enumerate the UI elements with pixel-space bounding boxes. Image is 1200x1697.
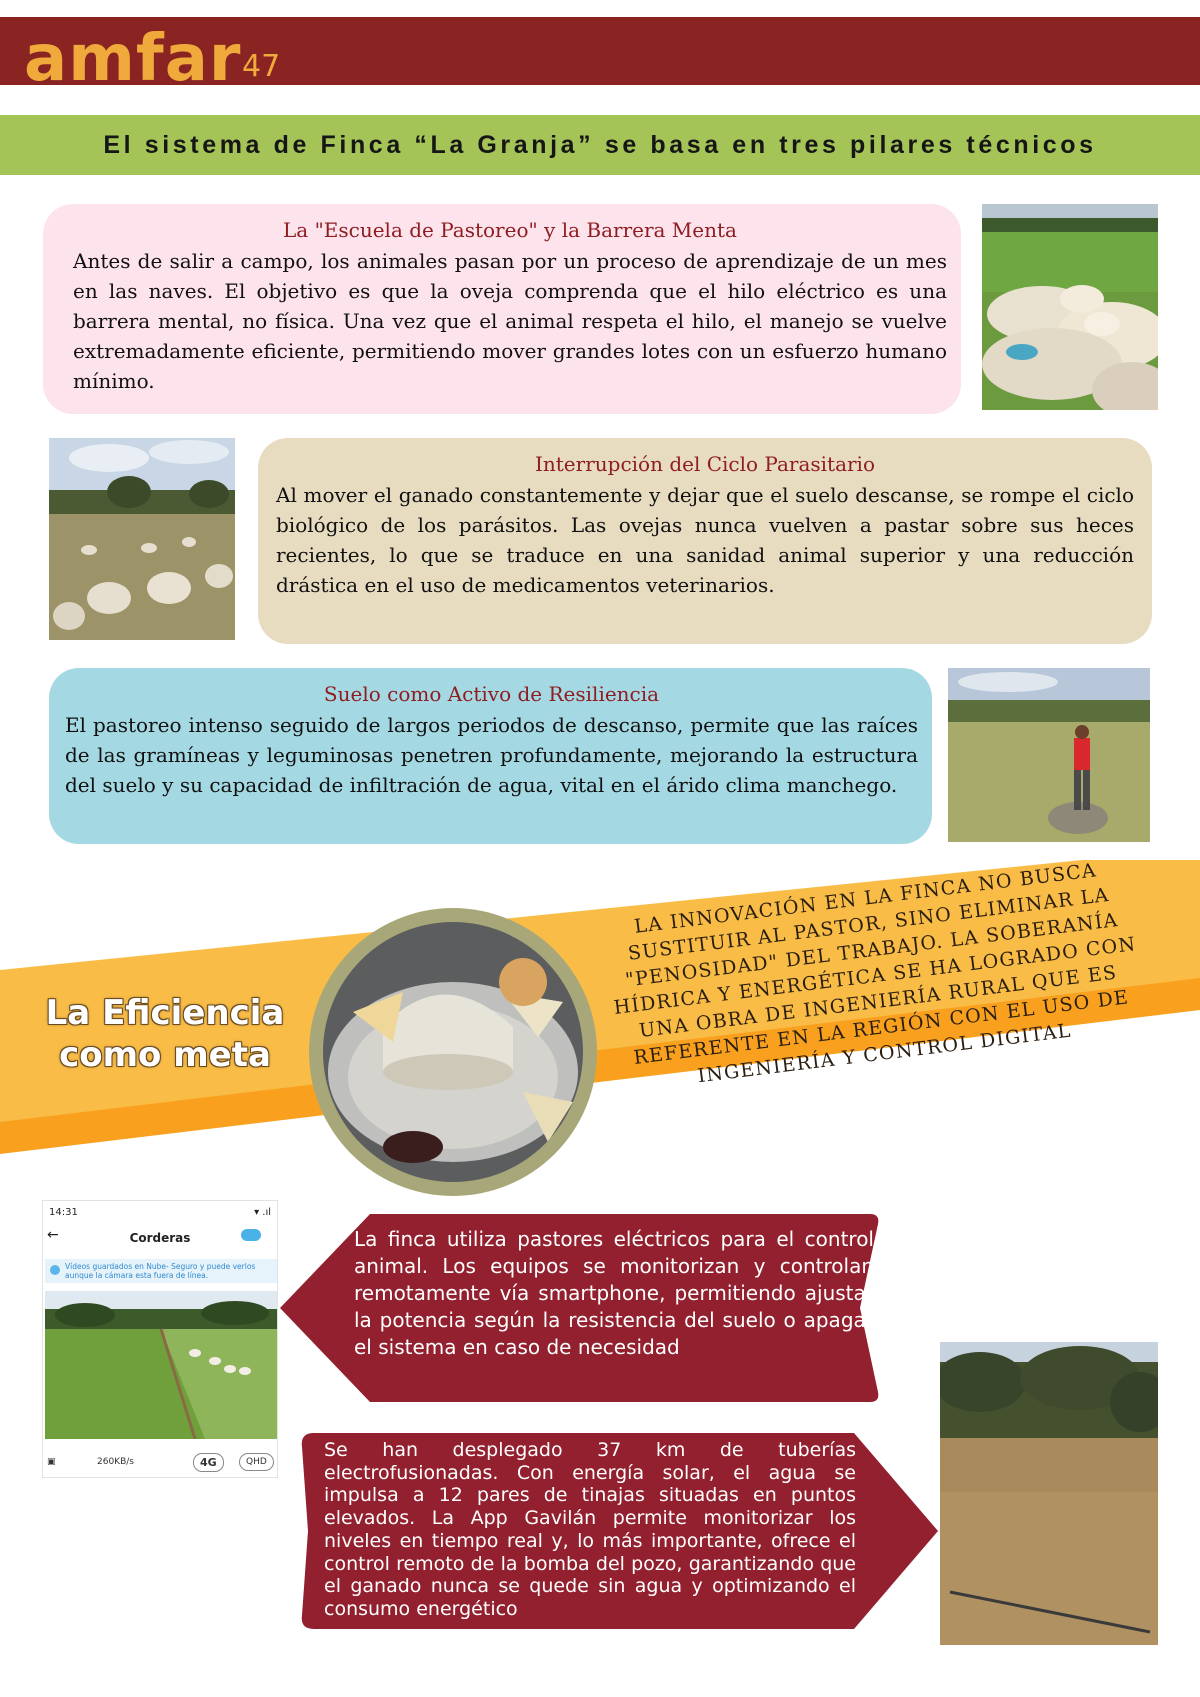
woman-in-field-photo	[948, 668, 1150, 842]
phone-cloud-notice: Vídeos guardados en Nube- Seguro y puede verlos aunque la cámara esta fuera de línea.	[45, 1259, 277, 1283]
phone-screenshot	[42, 1200, 278, 1478]
banner-text: LA INNOVACIÓN EN LA FINCA NO BUSCA SUSTITUIR AL PASTOR, SINO ELIMINAR LA "PENOSIDAD" DEL TRABAJO. LA SOBERANÍA HÍDRICA Y ENERGÉTICA SE HA LOGRADO CON UNA OBRA DE INGENIERÍA RURAL QUE ES REFERENTE EN LA REGIÓN CON EL USO DE INGENIERÍA Y CONTROL DIGITAL	[612, 859, 1138, 1088]
phone-speed: 260KB/s	[97, 1457, 134, 1467]
section-title: El sistema de Finca “La Granja” se basa en tres pilares técnicos	[103, 130, 1097, 159]
record-icon: ▣	[47, 1457, 56, 1467]
header-bar	[0, 17, 1200, 96]
section-title-bar	[0, 115, 1200, 175]
back-arrow-icon: ←	[47, 1227, 59, 1243]
cheese-photo-frame	[309, 908, 597, 1196]
water-system-info	[294, 1427, 938, 1635]
pillar-card-1	[43, 204, 961, 414]
pillar-title-1: La "Escuela de Pastoreo" y la Barrera Menta	[283, 218, 737, 242]
phone-camera-title: Corderas	[129, 1231, 191, 1245]
issue-number: 47	[242, 49, 281, 84]
efficiency-title-line-2: como meta	[59, 1035, 271, 1075]
pillar-body-1: Antes de salir a campo, los animales pasan por un proceso de aprendizaje de un mes en las naves. El objetivo es que la oveja comprenda que el hilo eléctrico es una barrera mental, no física. Una vez que el animal respeta el hilo, el manejo se vuelve extremadamente eficiente, permitiendo mover grandes lotes con un esfuerzo humano mínimo.	[73, 249, 947, 393]
pillar-body-2: Al mover el ganado constantemente y dejar que el suelo descanse, se rompe el ciclo biológico de los parásitos. Las ovejas nunca vuelven a pastar sobre sus heces recientes, lo que se traduce en una sanidad animal superior y una reducción drástica en el uso de medicamentos veterinarios.	[276, 483, 1134, 597]
pillar-body-3: El pastoreo intenso seguido de largos periodos de descanso, permite que las raíces de las gramíneas y leguminosas penetren profundamente, mejorando la estructura del suelo y su capacidad de infiltración de agua, vital en el árido clima manchego.	[65, 713, 918, 797]
efficiency-title-line-1: La Eficiencia	[45, 993, 285, 1033]
phone-quality: QHD	[239, 1453, 274, 1471]
pillar-card-3	[49, 668, 932, 844]
camera-feed-image	[45, 1291, 277, 1439]
cheese-photo	[323, 922, 583, 1182]
sheep-closeup-photo	[982, 204, 1158, 410]
phone-bottom-bar	[43, 1451, 277, 1475]
pillar-title-2: Interrupción del Ciclo Parasitario	[534, 452, 875, 476]
cloud-icon	[241, 1229, 261, 1241]
sheep-grazing-photo	[49, 438, 235, 640]
electric-fence-info	[280, 1208, 900, 1408]
pillar-card-2	[258, 438, 1152, 644]
phone-time: 14:31	[49, 1207, 78, 1218]
phone-status-icons: ▾ .ıl	[254, 1207, 271, 1218]
phone-network: 4G	[193, 1453, 224, 1472]
magazine-logo: amfar	[24, 22, 242, 96]
efficiency-title	[40, 992, 290, 1076]
dry-grassland-photo	[940, 1342, 1158, 1645]
electric-fence-text: La finca utiliza pastores eléctricos para el control animal. Los equipos se monitorizan y controlan remotamente vía smartphone, permitiendo ajustar la potencia según la resistencia del suelo o apagar el sistema en caso de necesidad	[354, 1227, 874, 1359]
pillar-title-3: Suelo como Activo de Resiliencia	[323, 682, 660, 706]
water-system-text: Se han desplegado 37 km de tuberías electrofusionadas. Con energía solar, el agua se impulsa a 12 pares de tinajas situadas en puntos elevados. La App Gavilán permite monitorizar los niveles en tiempo real y, lo más importante, ofrece el control remoto de la bomba del pozo, garantizando que el ganado nunca se quede sin agua y optimizando el consumo energético	[324, 1439, 856, 1620]
